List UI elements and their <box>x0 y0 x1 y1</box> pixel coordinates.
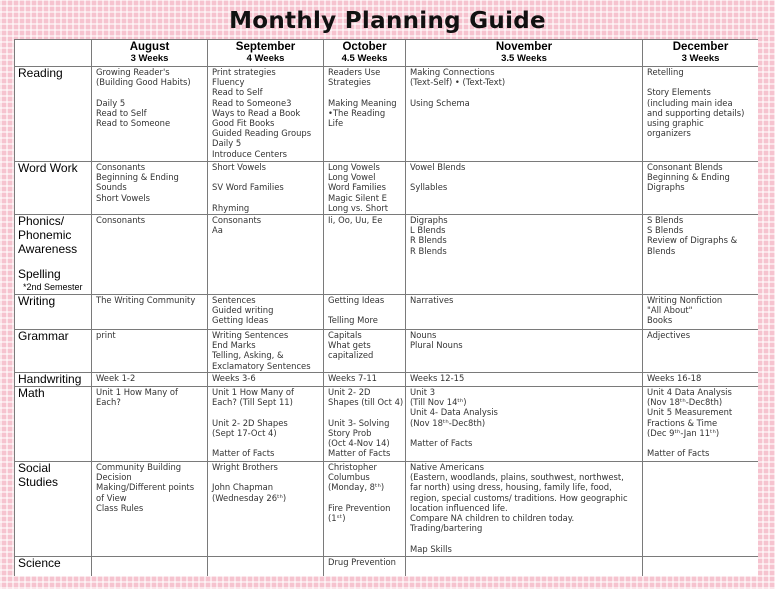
cell-line: Unit 3 <box>410 387 436 397</box>
word-work-october <box>324 162 406 215</box>
row-math <box>15 387 759 462</box>
social-october <box>324 462 406 557</box>
cell-line: Consonant Blends <box>647 162 723 172</box>
cell-line: Unit 1 How Many of <box>212 387 294 397</box>
cell-line: Consonants <box>96 215 146 225</box>
week-count: 3 Weeks <box>130 53 169 64</box>
page-title: Monthly Planning Guide <box>229 8 546 34</box>
cell-line: Daily 5 <box>212 138 242 149</box>
line-gap <box>328 493 403 503</box>
cell-line: Christopher <box>328 462 377 472</box>
science-september <box>208 557 324 577</box>
cell-line: (Oct 4-Nov 14) <box>328 438 390 448</box>
cell-line: Magic Silent E <box>328 192 387 203</box>
math-september <box>208 387 324 462</box>
line-gap <box>410 172 640 182</box>
cell-line: Unit 2- 2D <box>328 387 371 397</box>
cell-line: Columbus <box>328 472 370 483</box>
line-gap <box>212 193 321 203</box>
cell-line: Native Americans <box>410 462 484 472</box>
week-count: 3 Weeks <box>681 53 720 64</box>
cell-line: (Till Nov 14ᵗʰ) <box>410 397 467 408</box>
phonics-october <box>324 215 406 295</box>
word-work-september <box>208 162 324 215</box>
line-gap <box>647 438 756 448</box>
cell-line: Readers Use <box>328 67 381 77</box>
writing-october <box>324 295 406 330</box>
cell-line: Compare NA children to children today. <box>410 513 575 524</box>
handwriting-december: Weeks 16-18 <box>643 373 759 387</box>
line-gap <box>410 428 640 438</box>
cell-line: Long vs. Short <box>328 202 389 213</box>
row-grammar <box>15 330 759 373</box>
cell-line: Plural Nouns <box>410 340 463 351</box>
cell-line: Sentences <box>212 295 256 305</box>
line-gap <box>328 305 403 315</box>
row-science <box>15 557 759 577</box>
cell-line: Making Connections <box>410 67 495 77</box>
line-gap <box>96 87 205 97</box>
month-header-september <box>208 40 324 67</box>
month-header-november <box>406 40 643 67</box>
cell-line: Print strategies <box>212 67 276 77</box>
cell-line: Beginning & Ending <box>647 172 730 183</box>
line-gap <box>410 533 640 543</box>
cell-line: Telling More <box>328 315 378 326</box>
social-august <box>92 462 208 557</box>
month-header-august <box>92 40 208 67</box>
cell-line: End Marks <box>212 340 256 351</box>
cell-line: Getting Ideas <box>328 295 385 305</box>
cell-line: (Dec 9ᵗʰ-Jan 11ᵗʰ) <box>647 427 720 438</box>
cell-line: Capitals <box>328 330 362 340</box>
cell-line: •The Reading <box>328 107 386 118</box>
cell-line: Guided writing <box>212 305 274 316</box>
cell-line: Matter of Facts <box>212 448 275 459</box>
cell-line: Read to Self <box>96 107 147 118</box>
subject-reading: Reading <box>15 67 92 162</box>
cell-line: Telling, Asking, & <box>212 350 284 361</box>
cell-line: Fractions & Time <box>647 417 718 428</box>
line-gap <box>212 438 321 448</box>
cell-line: Books <box>647 315 673 326</box>
cell-line: "All About" <box>647 305 693 316</box>
month-header-october <box>324 40 406 67</box>
week-count: 4.5 Weeks <box>341 53 388 64</box>
subject-label-spelling: Spelling <box>18 267 61 281</box>
reading-october <box>324 67 406 162</box>
cell-line: and supporting details) <box>647 107 745 118</box>
grammar-november <box>406 330 643 373</box>
science-august <box>92 557 208 577</box>
cell-line: Shapes (till Oct 4) <box>328 397 404 408</box>
word-work-december <box>643 162 759 215</box>
cell-line: Unit 1 How Many of <box>96 387 178 397</box>
reading-december <box>643 67 759 162</box>
grammar-august <box>92 330 208 373</box>
cell-line: capitalized <box>328 350 374 361</box>
cell-line: location influenced life. <box>410 502 508 513</box>
cell-line: Fluency <box>212 77 245 88</box>
cell-line: (including main idea <box>647 97 733 108</box>
subject-handwriting: Handwriting <box>15 373 92 387</box>
cell-line: Long Vowels <box>328 162 380 172</box>
cell-line: Class Rules <box>96 502 144 513</box>
cell-line: (Monday, 8ᵗʰ) <box>328 482 385 493</box>
cell-line: Writing Nonfiction <box>647 295 723 305</box>
subject-label-line: Phonics/ <box>18 214 65 228</box>
month-name: November <box>495 41 553 53</box>
cell-line: Consonants <box>96 162 146 172</box>
cell-line: far north) using dress, housing, family life, food, <box>410 482 612 493</box>
reading-august <box>92 67 208 162</box>
cell-line: SV Word Families <box>212 182 284 193</box>
line-gap <box>328 87 403 97</box>
cell-line: Adjectives <box>647 330 691 340</box>
row-word-work <box>15 162 759 215</box>
phonics-september <box>208 215 324 295</box>
cell-line: Good Fit Books <box>212 118 275 129</box>
month-name: December <box>672 41 729 53</box>
cell-line: Using Schema <box>410 97 470 108</box>
cell-line: Digraphs <box>410 215 448 225</box>
cell-line: (Wednesday 26ᵗʰ) <box>212 492 287 503</box>
cell-line: Story Elements <box>647 87 711 98</box>
subject-social-studies <box>15 462 92 557</box>
writing-august <box>92 295 208 330</box>
cell-line: Writing Sentences <box>212 330 289 340</box>
week-count: 3.5 Weeks <box>501 53 547 64</box>
row-social-studies <box>15 462 759 557</box>
cell-line: (Nov 18ᵗʰ-Dec8th) <box>410 417 486 428</box>
science-december <box>643 557 759 577</box>
cell-line: Making Meaning <box>328 97 397 108</box>
cell-line: Blends <box>647 245 676 256</box>
cell-line: Unit 5 Measurement <box>647 407 733 418</box>
cell-line: (Text-Self) • (Text-Text) <box>410 77 506 88</box>
social-december <box>643 462 759 557</box>
cell-line: Retelling <box>647 67 684 77</box>
cell-line: Introduce Centers <box>212 148 288 159</box>
cell-line: (1ˢᵗ) <box>328 513 346 523</box>
math-november <box>406 387 643 462</box>
cell-line: Map Skills <box>410 543 452 554</box>
month-name: September <box>235 41 296 53</box>
handwriting-november: Weeks 12-15 <box>406 373 643 387</box>
handwriting-september: Weeks 3-6 <box>208 373 324 387</box>
row-writing <box>15 295 759 330</box>
planning-table <box>14 39 758 576</box>
cell-line: Story Prob <box>328 427 372 438</box>
cell-line: Digraphs <box>647 182 685 193</box>
cell-line: Each? (Till Sept 11) <box>212 397 293 408</box>
subject-grammar: Grammar <box>15 330 92 373</box>
science-november <box>406 557 643 577</box>
word-work-august <box>92 162 208 215</box>
cell-line: L Blends <box>410 225 446 236</box>
spelling-semester-note: *2nd Semester <box>23 282 83 292</box>
line-gap <box>212 472 321 482</box>
cell-line: S Blends <box>647 225 684 236</box>
line-gap <box>328 407 403 417</box>
week-count: 4 Weeks <box>246 53 285 64</box>
cell-line: region, special customs/ traditions. How geographic <box>410 492 628 503</box>
cell-line: Getting Ideas <box>212 315 269 326</box>
handwriting-august: Week 1-2 <box>92 373 208 387</box>
handwriting-october: Weeks 7-11 <box>324 373 406 387</box>
phonics-august <box>92 215 208 295</box>
subject-label-line: Awareness <box>18 242 78 256</box>
cell-line: Wright Brothers <box>212 462 278 472</box>
subject-science: Science <box>15 557 92 577</box>
word-work-november <box>406 162 643 215</box>
subject-writing: Writing <box>15 295 92 330</box>
reading-november <box>406 67 643 162</box>
header-corner <box>15 40 92 67</box>
cell-line: Beginning & Ending <box>96 172 179 183</box>
cell-line: Read to Someone <box>96 118 171 128</box>
row-phonics-spelling <box>15 215 759 295</box>
cell-line: Short Vowels <box>96 192 151 203</box>
phonics-november <box>406 215 643 295</box>
row-reading <box>15 67 759 162</box>
month-header-row <box>15 40 759 67</box>
cell-line: using graphic <box>647 118 704 128</box>
cell-line: Growing Reader's <box>96 67 170 77</box>
social-september <box>208 462 324 557</box>
subject-phonics-spelling <box>15 215 92 295</box>
writing-december <box>643 295 759 330</box>
grammar-september <box>208 330 324 373</box>
cell-line: Life <box>328 118 344 128</box>
cell-line: of View <box>96 492 127 503</box>
cell-line: (Sept 17-Oct 4) <box>212 427 277 438</box>
cell-line: Unit 3- Solving <box>328 417 390 428</box>
cell-line: Word Families <box>328 182 387 193</box>
cell-line: Read to Someone3 <box>212 97 292 108</box>
cell-line: Long Vowel <box>328 172 376 183</box>
science-october: Drug Prevention <box>324 557 406 577</box>
grammar-october <box>324 330 406 373</box>
subject-math: Math <box>15 387 92 462</box>
cell-line: Fire Prevention <box>328 502 391 513</box>
cell-line: Each? <box>96 397 121 408</box>
cell-line: Making/Different points <box>96 482 195 493</box>
cell-line: (Eastern, woodlands, plains, southwest, northwest, <box>410 472 624 483</box>
phonics-december <box>643 215 759 295</box>
row-handwriting <box>15 373 759 387</box>
cell-line: John Chapman <box>212 482 274 493</box>
month-name: October <box>342 41 387 53</box>
cell-line: Daily 5 <box>96 97 126 108</box>
subject-label-line: Phonemic <box>18 228 72 242</box>
cell-line: Matter of Facts <box>410 438 473 448</box>
cell-line: The Writing Community <box>96 295 196 305</box>
cell-line: Short Vowels <box>212 162 267 172</box>
cell-line: (Nov 18ᵗʰ-Dec8th) <box>647 397 723 408</box>
cell-line: Consonants <box>212 215 262 225</box>
cell-line: Ii, Oo, Uu, Ee <box>328 215 383 225</box>
cell-line: Trading/bartering <box>410 523 483 534</box>
month-header-december <box>643 40 759 67</box>
cell-line: Review of Digraphs & <box>647 235 738 246</box>
cell-line: Nouns <box>410 330 437 340</box>
reading-september <box>208 67 324 162</box>
month-name: August <box>129 41 170 53</box>
cell-line: Aa <box>212 225 223 236</box>
line-gap <box>212 407 321 417</box>
subject-word-work: Word Work <box>15 162 92 215</box>
subject-label-line: Social <box>18 461 51 475</box>
subject-label-line: Studies <box>18 475 59 489</box>
grammar-december <box>643 330 759 373</box>
cell-line: Narratives <box>410 295 454 305</box>
cell-line: Exclamatory Sentences <box>212 360 311 371</box>
cell-line: Strategies <box>328 77 371 88</box>
line-gap <box>410 87 640 97</box>
line-gap <box>212 172 321 182</box>
planning-table-container <box>14 39 758 576</box>
cell-line: Guided Reading Groups <box>212 128 312 139</box>
cell-line: Unit 4 Data Analysis <box>647 387 732 397</box>
math-october <box>324 387 406 462</box>
math-december <box>643 387 759 462</box>
cell-line: R Blends <box>410 245 447 256</box>
cell-line: (Building Good Habits) <box>96 77 191 88</box>
cell-line: Rhyming <box>212 202 250 213</box>
cell-line: Unit 2- 2D Shapes <box>212 417 288 428</box>
cell-line: Matter of Facts <box>328 448 391 459</box>
line-gap <box>647 77 756 87</box>
cell-line: R Blends <box>410 235 447 246</box>
math-august <box>92 387 208 462</box>
cell-line: Community Building <box>96 462 182 472</box>
cell-line: Decision <box>96 472 132 483</box>
cell-line: Vowel Blends <box>410 162 466 172</box>
cell-line: S Blends <box>647 215 684 225</box>
writing-november <box>406 295 643 330</box>
writing-september <box>208 295 324 330</box>
cell-line: Sounds <box>96 182 127 193</box>
social-november <box>406 462 643 557</box>
cell-line: Ways to Read a Book <box>212 107 301 118</box>
cell-line: print <box>96 330 116 340</box>
cell-line: Unit 4- Data Analysis <box>410 407 498 418</box>
cell-line: Matter of Facts <box>647 448 710 459</box>
cell-line: Read to Self <box>212 87 263 98</box>
cell-line: organizers <box>647 128 691 139</box>
cell-line: Syllables <box>410 182 448 193</box>
cell-line: What gets <box>328 340 371 351</box>
